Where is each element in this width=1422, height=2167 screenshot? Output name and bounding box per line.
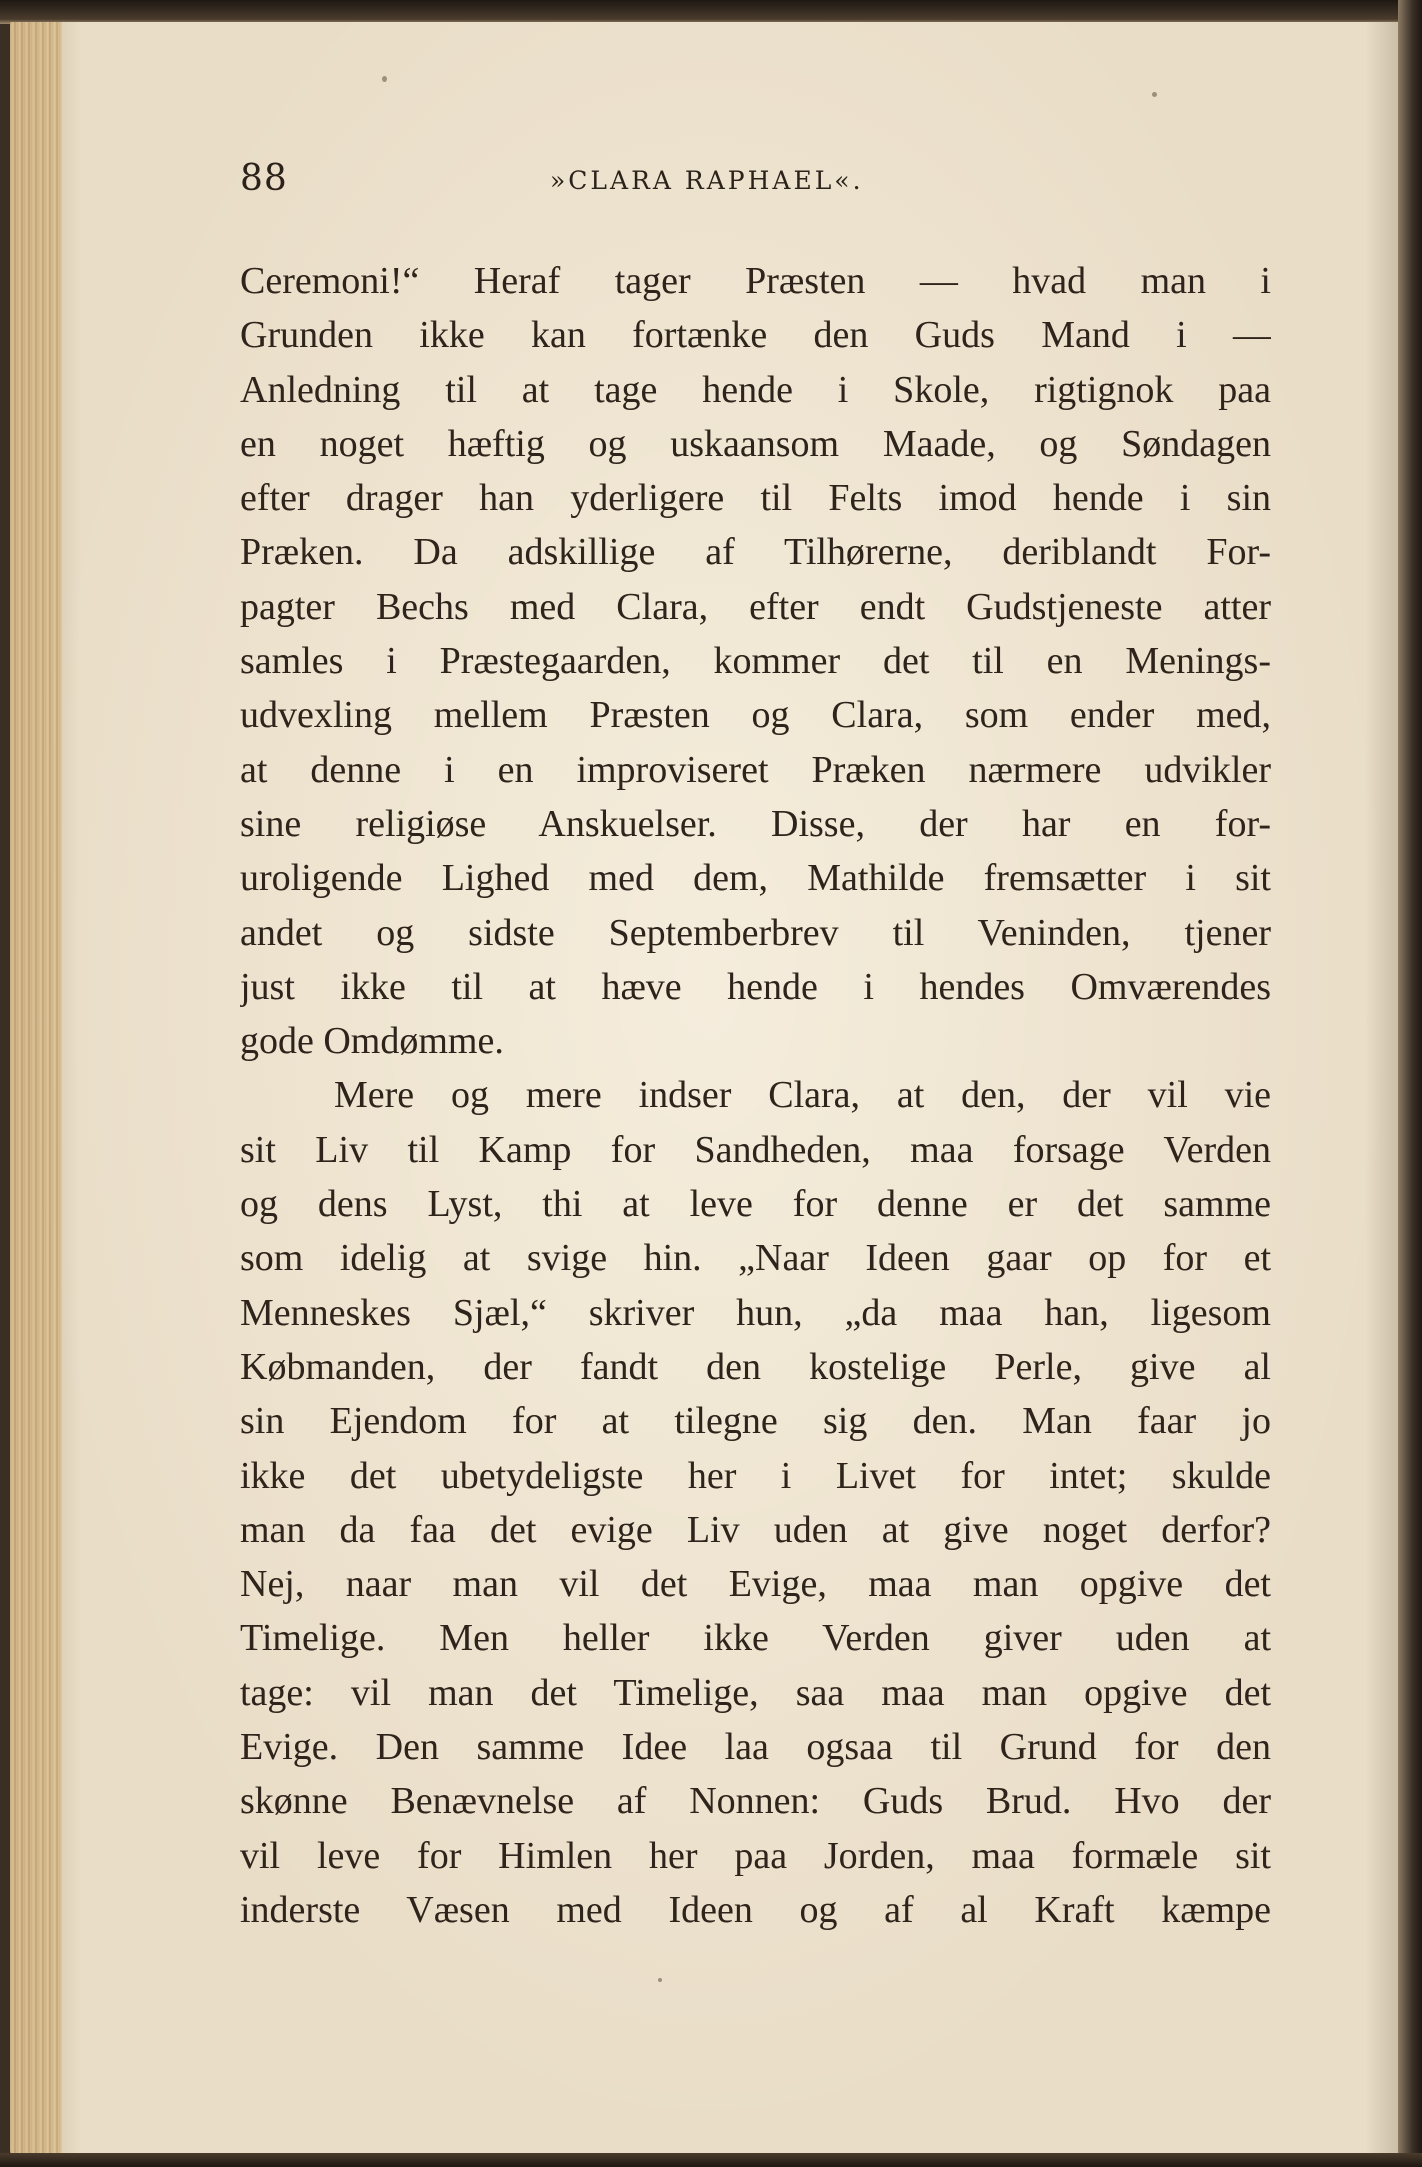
- running-title: »CLARA RAPHAEL«.: [550, 166, 864, 195]
- text-line: at denne i en improviseret Præken nærmere udvikler: [240, 748, 1271, 791]
- book-right-edge: [1398, 0, 1422, 2167]
- text-line: Anledning til at tage hende i Skole, rigtignok paa: [240, 368, 1271, 411]
- body-text: [240, 254, 1271, 1937]
- text-line: gode Omdømme.: [240, 1020, 504, 1063]
- text-line: sin Ejendom for at tilegne sig den. Man faar jo: [240, 1400, 1271, 1443]
- text-line: pagter Bechs med Clara, efter endt Gudstjeneste atter: [240, 585, 1271, 628]
- text-line: Grunden ikke kan fortænke den Guds Mand i —: [240, 314, 1271, 357]
- text-line: man da faa det evige Liv uden at give noget derfor?: [240, 1508, 1271, 1551]
- paper-speck: [1152, 92, 1157, 97]
- text-line: udvexling mellem Præsten og Clara, som ender med,: [240, 694, 1271, 737]
- text-line: efter drager han yderligere til Felts imod hende i sin: [240, 477, 1271, 520]
- paper-speck: [382, 76, 387, 82]
- text-line: sit Liv til Kamp for Sandheden, maa forsage Verden: [240, 1128, 1271, 1171]
- text-line: uroligende Lighed med dem, Mathilde fremsætter i sit: [240, 857, 1271, 900]
- text-line: sine religiøse Anskuelser. Disse, der har en for-: [240, 802, 1271, 845]
- text-line: Nej, naar man vil det Evige, maa man opgive det: [240, 1563, 1271, 1606]
- text-line: og dens Lyst, thi at leve for denne er det samme: [240, 1183, 1271, 1226]
- page-header: [240, 158, 1275, 208]
- text-line: Timelige. Men heller ikke Verden giver uden at: [240, 1617, 1271, 1660]
- text-line: som idelig at svige hin. „Naar Ideen gaar op for et: [240, 1237, 1271, 1280]
- text-line: ikke det ubetydeligste her i Livet for intet; skulde: [240, 1454, 1271, 1497]
- text-line: Evige. Den samme Idee laa ogsaa til Grund for den: [240, 1726, 1271, 1769]
- text-line: Ceremoni!“ Heraf tager Præsten — hvad man i: [240, 260, 1271, 302]
- page-number: 88: [240, 158, 288, 199]
- text-line: Menneskes Sjæl,“ skriver hun, „da maa han, ligesom: [240, 1291, 1271, 1334]
- text-line: skønne Benævnelse af Nonnen: Guds Brud. Hvo der: [240, 1780, 1271, 1823]
- text-line: en noget hæftig og uskaansom Maade, og Søndagen: [240, 422, 1271, 465]
- paragraph-start-line: Mere og mere indser Clara, at den, der vil vie: [334, 1074, 1271, 1117]
- text-line: samles i Præstegaarden, kommer det til en Menings-: [240, 640, 1271, 683]
- text-line: Købmanden, der fandt den kostelige Perle, give al: [240, 1345, 1271, 1388]
- page-gutter: [10, 22, 62, 2154]
- text-line: just ikke til at hæve hende i hendes Omværendes: [240, 965, 1271, 1008]
- book-bottom-edge: [0, 2153, 1422, 2167]
- text-line: vil leve for Himlen her paa Jorden, maa formæle sit: [240, 1834, 1271, 1877]
- paper-speck: [658, 1978, 662, 1982]
- book-top-edge: [0, 0, 1422, 24]
- text-line: andet og sidste Septemberbrev til Veninden, tjener: [240, 911, 1271, 954]
- text-line: tage: vil man det Timelige, saa maa man opgive det: [240, 1671, 1271, 1714]
- text-line: inderste Væsen med Ideen og af al Kraft kæmpe: [240, 1888, 1271, 1931]
- text-line: Præken. Da adskillige af Tilhørerne, deriblandt For-: [240, 531, 1271, 574]
